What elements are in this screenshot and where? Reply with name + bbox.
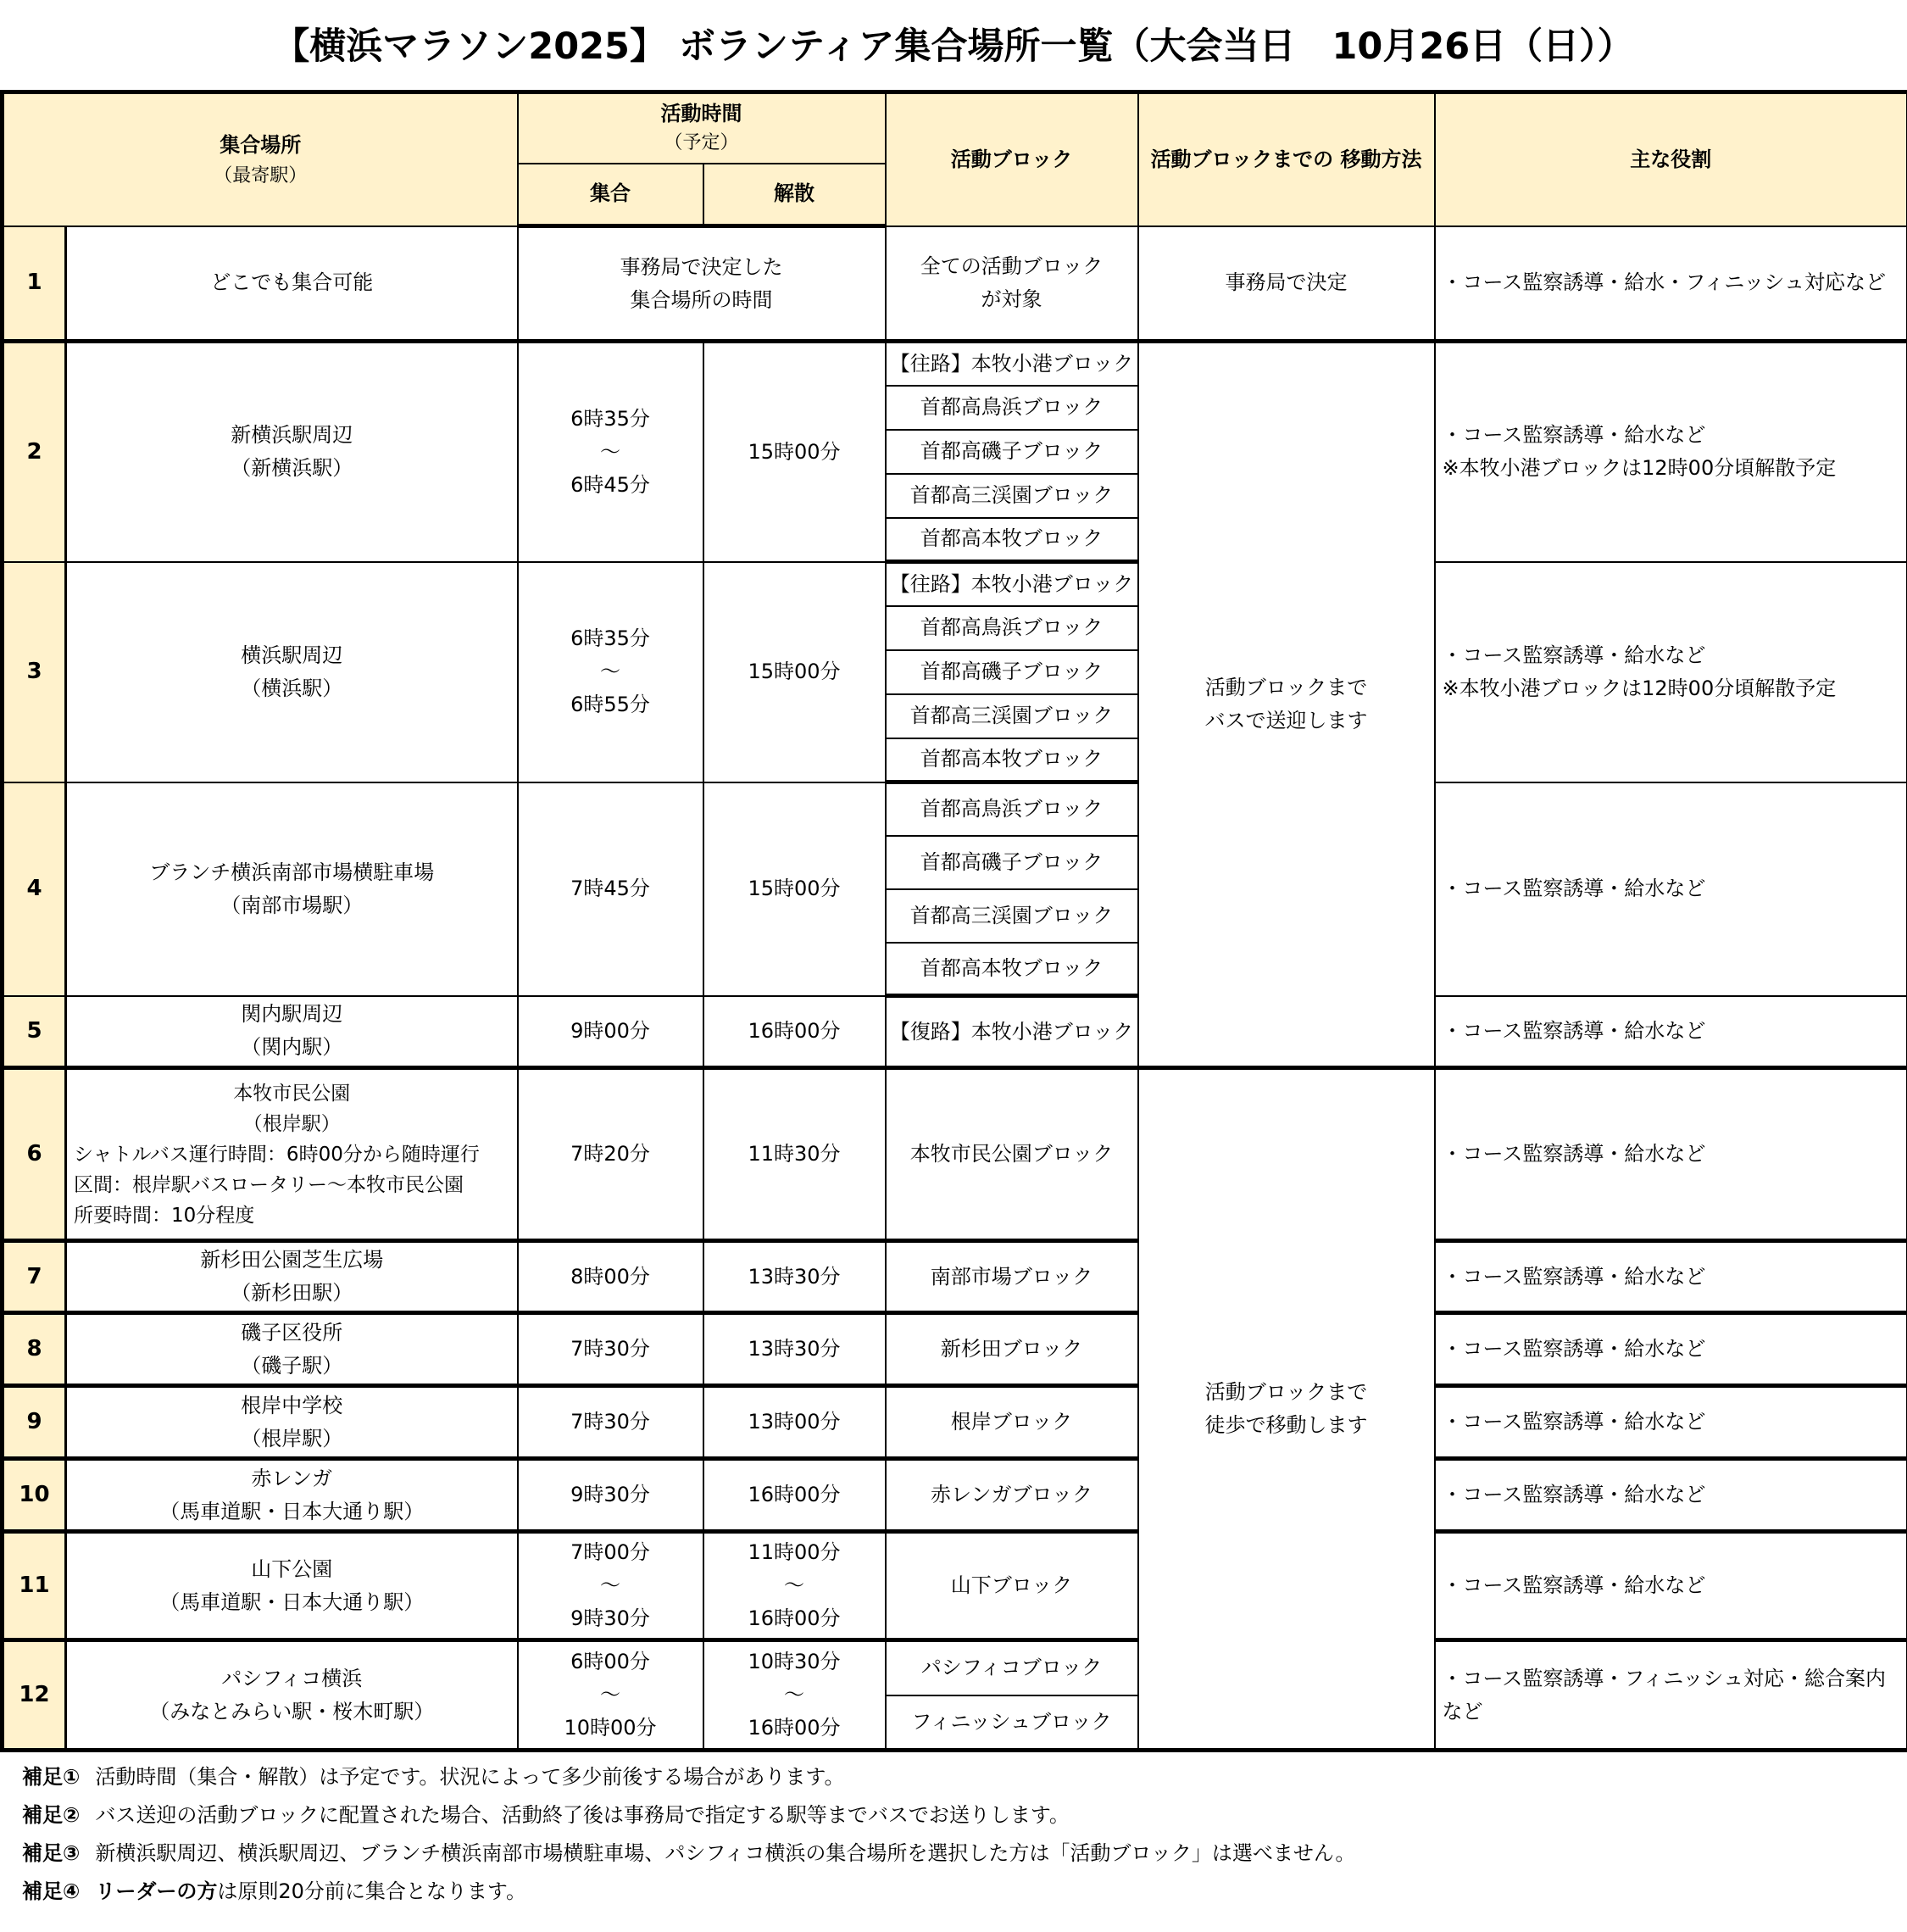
table-row [3,782,1907,836]
gather-time [518,1241,703,1313]
dismiss-time [703,1459,886,1532]
gather-time [518,1459,703,1532]
cell-line: 6時00分 [570,1650,650,1673]
cell-line: （馬車道駅・日本大通り駅） [159,1590,425,1614]
cell-line: 7時00分 [570,1540,650,1564]
table-row [3,1386,1907,1459]
header-dismiss: 解散 [703,164,886,226]
cell-line: 9時00分 [570,1018,650,1043]
cell-line: 赤レンガ [251,1466,332,1490]
meeting-place [66,1532,518,1640]
row-number: 12 [3,1640,66,1751]
cell-line: （南部市場駅） [220,893,364,917]
main-role [1435,1241,1907,1313]
cell-line: 8時00分 [570,1264,650,1289]
cell-line: ・コース監察誘導・給水など [1442,1142,1706,1166]
activity-block: 赤レンガブロック [886,1459,1138,1532]
meeting-place [66,1313,518,1386]
activity-block: 首都高本牧ブロック [886,943,1138,996]
dismiss-time [703,1068,886,1241]
table-row [3,226,1907,342]
cell-line: 16時00分 [748,1716,841,1740]
row-number: 3 [3,562,66,782]
cell-line: 16時00分 [748,1483,841,1506]
header-move: 活動ブロックまでの 移動方法 [1138,92,1435,226]
gather-time [518,562,703,782]
row-number: 11 [3,1532,66,1640]
cell-line: 集合場所の時間 [630,287,773,312]
shuttle-note: 所要時間：10分程度 [74,1204,255,1227]
meeting-place [66,342,518,562]
cell-line: ～ [784,1573,805,1597]
row-number: 5 [3,996,66,1068]
row-number: 4 [3,782,66,996]
dismiss-time [703,782,886,996]
gather-time [518,342,703,562]
cell-line: 活動ブロックまで [1204,676,1368,699]
cell-line: 山下公園 [251,1556,333,1581]
cell-line: ・コース監察誘導・給水など [1442,1483,1706,1506]
activity-time [518,226,886,342]
dismiss-time [703,342,886,562]
activity-block: 根岸ブロック [886,1386,1138,1459]
cell-line: ※本牧小港ブロックは12時00分頃解散予定 [1442,456,1837,481]
supplementary-notes [22,1758,1887,1911]
note-label: 補足② [22,1803,81,1827]
meeting-place [66,996,518,1068]
row-number: 7 [3,1241,66,1313]
cell-line: 新杉田公園芝生広場 [200,1248,384,1272]
main-role [1435,1640,1907,1751]
cell-line: ・コース監察誘導・給水・フィニッシュ対応など [1442,270,1886,295]
note-line [22,1796,1887,1835]
dismiss-time [703,1313,886,1386]
note-emphasis: リーダーの方 [95,1879,218,1903]
cell-line: ・コース監察誘導・給水など [1442,877,1706,900]
row-number: 1 [3,226,66,342]
note-text: バス送迎の活動ブロックに配置された場合、活動終了後は事務局で指定する駅等までバスでお送りします。 [95,1803,1070,1827]
cell-line: 15時00分 [748,439,841,464]
activity-block: 首都高磯子ブロック [886,836,1138,889]
table-row [3,342,1907,386]
dismiss-time [703,1532,886,1640]
cell-line: （みなとみらい駅・桜木町駅） [149,1699,435,1723]
cell-line: 15時00分 [748,660,841,683]
row-number: 6 [3,1068,66,1241]
cell-line: （馬車道駅・日本大通り駅） [159,1499,425,1523]
header-role: 主な役割 [1435,92,1907,226]
cell-line: ※本牧小港ブロックは12時00分頃解散予定 [1442,676,1837,700]
table-row [3,996,1907,1068]
activity-block: 新杉田ブロック [886,1313,1138,1386]
meeting-place [66,782,518,996]
cell-line: 16時00分 [748,1606,841,1630]
meeting-place [66,1640,518,1751]
cell-line: ～ [600,660,621,683]
cell-line: 6時35分 [570,406,650,431]
activity-block: 首都高磯子ブロック [886,430,1138,474]
cell-line: 7時30分 [570,1337,650,1361]
cell-line: 11時30分 [748,1142,841,1166]
cell-line: など [1442,1699,1483,1723]
note-label: 補足③ [22,1841,81,1865]
meeting-place [66,1241,518,1313]
cell-line: 15時00分 [748,877,841,900]
dismiss-time [703,562,886,782]
cell-line: ・コース監察誘導・フィニッシュ対応・総合案内 [1442,1666,1886,1690]
cell-line: 活動ブロックまで [1204,1380,1368,1404]
cell-line: 9時30分 [570,1483,650,1506]
note-line [22,1835,1887,1873]
table-body [3,226,1907,1751]
activity-block: 南部市場ブロック [886,1241,1138,1313]
main-role [1435,1532,1907,1640]
main-role [1435,996,1907,1068]
cell-line: 根岸中学校 [241,1393,343,1417]
main-role [1435,226,1907,342]
main-role [1435,1068,1907,1241]
cell-line: ・コース監察誘導・給水など [1442,1018,1706,1043]
header-time: 活動時間 （予定） [518,92,886,164]
main-role [1435,342,1907,562]
gather-time [518,1386,703,1459]
row-number: 9 [3,1386,66,1459]
table-row [3,1640,1907,1695]
gather-time [518,1068,703,1241]
activity-block: 首都高本牧ブロック [886,518,1138,562]
cell-line: 本牧市民公園 [233,1082,351,1105]
header-block: 活動ブロック [886,92,1138,226]
note-text: 活動時間（集合・解散）は予定です。状況によって多少前後する場合があります。 [95,1765,845,1789]
meeting-place [66,226,518,342]
cell-line: 徒歩で移動します [1204,1413,1368,1437]
cell-line: 全ての活動ブロック [920,253,1104,278]
row-number: 8 [3,1313,66,1386]
gather-time [518,1640,703,1751]
cell-line: 9時30分 [570,1606,650,1630]
cell-line: （磯子駅） [241,1353,343,1378]
cell-line: 7時30分 [570,1410,650,1434]
cell-line: ～ [600,1573,621,1597]
cell-line: ・コース監察誘導・給水など [1442,423,1706,448]
activity-block: 首都高磯子ブロック [886,650,1138,694]
gather-time [518,996,703,1068]
cell-line: 6時35分 [570,626,650,650]
note-text: 新横浜駅周辺、横浜駅周辺、ブランチ横浜南部市場横駐車場、パシフィコ横浜の集合場所を選択した方は「活動ブロック」は選べません。 [95,1841,1356,1865]
activity-block: 本牧市民公園ブロック [886,1068,1138,1241]
main-role [1435,1313,1907,1386]
cell-line: （新杉田駅） [231,1281,353,1305]
activity-block: 首都高鳥浜ブロック [886,606,1138,650]
activity-block: 【復路】本牧小港ブロック [886,996,1138,1068]
activity-block: 首都高三渓園ブロック [886,889,1138,943]
dismiss-time [703,1386,886,1459]
activity-block: 山下ブロック [886,1532,1138,1640]
table-row [3,1313,1907,1386]
shuttle-note: 区間：根岸駅バスロータリー～本牧市民公園 [74,1173,464,1196]
cell-line: 13時00分 [748,1410,841,1434]
cell-line: 関内駅周辺 [241,1002,343,1027]
meeting-place [66,562,518,782]
activity-block: 【往路】本牧小港ブロック [886,562,1138,606]
cell-line: （横浜駅） [241,676,343,700]
activity-block: フィニッシュブロック [886,1695,1138,1751]
meeting-place [66,1459,518,1532]
cell-line: 10時30分 [748,1650,841,1673]
cell-line: ブランチ横浜南部市場横駐車場 [149,860,435,884]
gather-time [518,1313,703,1386]
cell-line: 7時20分 [570,1142,650,1166]
note-line [22,1758,1887,1796]
dismiss-time [703,996,886,1068]
cell-line: 13時30分 [748,1337,841,1361]
cell-line: ～ [600,1683,621,1707]
cell-line: パシフィコ横浜 [221,1666,363,1690]
cell-line: ・コース監察誘導・給水など [1442,1337,1706,1361]
cell-line: ～ [784,1683,805,1707]
activity-block: 首都高鳥浜ブロック [886,782,1138,836]
cell-line: （根岸駅） [241,1426,343,1450]
cell-line: 磯子区役所 [241,1320,343,1345]
table-row [3,1068,1907,1241]
header-place: 集合場所 （最寄駅） [3,92,518,226]
meeting-place [66,1386,518,1459]
cell-line: 13時30分 [748,1264,841,1289]
table-row [3,1459,1907,1532]
gather-time [518,1532,703,1640]
note-label: 補足④ [22,1879,81,1903]
main-role [1435,562,1907,782]
volunteer-meeting-table [0,90,1907,1752]
row-number: 2 [3,342,66,562]
activity-block: パシフィコブロック [886,1640,1138,1695]
move-method: 事務局で決定 [1138,226,1435,342]
note-line [22,1873,1887,1911]
cell-line: ・コース監察誘導・給水など [1442,1264,1706,1289]
cell-line: 7時45分 [570,877,650,900]
cell-line: 新横浜駅周辺 [231,423,353,448]
main-role [1435,1459,1907,1532]
activity-block [886,226,1138,342]
cell-line: ・コース監察誘導・給水など [1442,643,1706,667]
cell-line: バスで送迎します [1204,709,1368,732]
move-method-bus [1138,342,1435,1068]
page-title: 【横浜マラソン2025】 ボランティア集合場所一覧（大会当日 10月26日（日）） [273,25,1634,68]
activity-block: 首都高本牧ブロック [886,738,1138,782]
cell-line: （根岸駅） [242,1112,341,1135]
table-row [3,1241,1907,1313]
cell-line: 6時45分 [570,472,650,497]
shuttle-note: シャトルバス運行時間：6時00分から随時運行 [74,1143,480,1166]
cell-line: 10時00分 [564,1716,657,1740]
cell-line: 横浜駅周辺 [241,643,343,667]
table-row [3,1532,1907,1640]
note-label: 補足① [22,1765,81,1789]
cell-line: が対象 [981,287,1042,311]
cell-line: ・コース監察誘導・給水など [1442,1573,1706,1597]
dismiss-time [703,1241,886,1313]
header-gather: 集合 [518,164,703,226]
cell-line: 11時00分 [748,1540,841,1564]
activity-block: 首都高鳥浜ブロック [886,386,1138,430]
cell-line: どこでも集合可能 [210,270,374,295]
dismiss-time [703,1640,886,1751]
row-number: 10 [3,1459,66,1532]
table-row [3,562,1907,606]
cell-line: （新横浜駅） [231,456,353,481]
meeting-place [66,1068,518,1241]
main-role [1435,782,1907,996]
cell-line: 事務局で決定した [620,254,783,279]
cell-line: 16時00分 [748,1018,841,1043]
cell-line: （関内駅） [241,1035,343,1060]
cell-line: ～ [600,439,621,464]
move-method-walk [1138,1068,1435,1751]
cell-line: ・コース監察誘導・給水など [1442,1410,1706,1434]
activity-block: 首都高三渓園ブロック [886,474,1138,518]
main-role [1435,1386,1907,1459]
note-text: は原則20分前に集合となります。 [217,1879,526,1903]
activity-block: 首都高三渓園ブロック [886,694,1138,738]
activity-block: 【往路】本牧小港ブロック [886,342,1138,386]
cell-line: 6時55分 [570,693,650,716]
gather-time [518,782,703,996]
